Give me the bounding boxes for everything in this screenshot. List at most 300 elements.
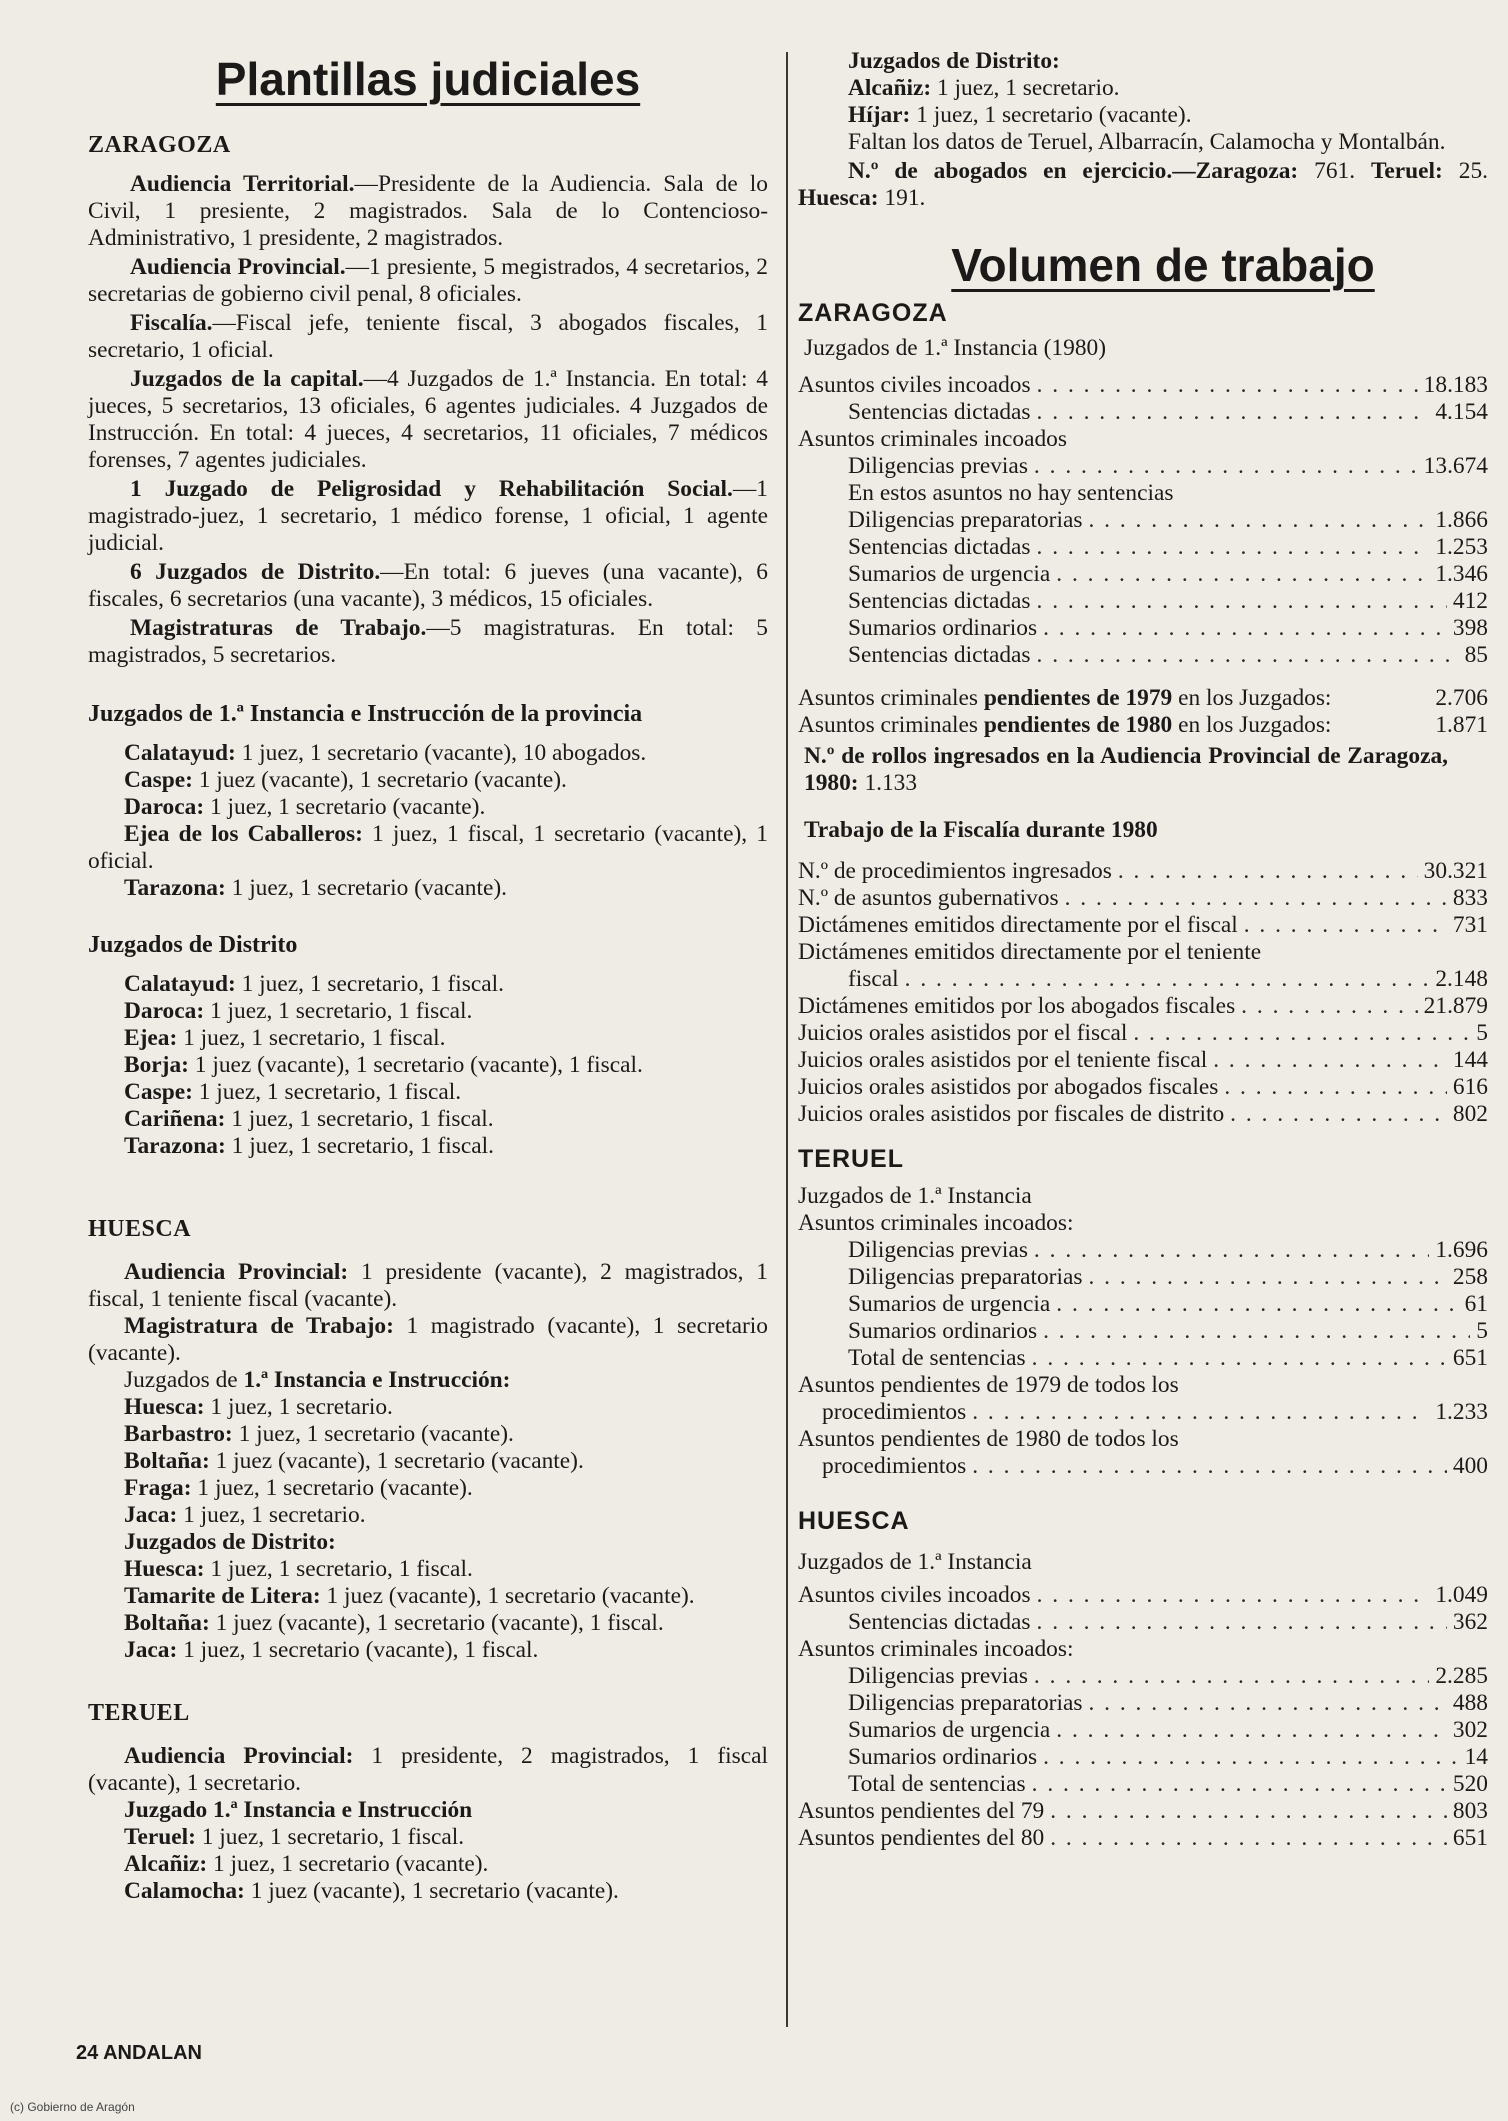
table-row	[798, 1609, 1488, 1636]
list-item	[88, 559, 768, 613]
item-label: Huesca:	[124, 1556, 205, 1582]
rollos-text: N.º de rollos ingresados en la Audiencia Provincial de Zaragoza, 1980: 1.133	[804, 743, 1448, 796]
list-item	[88, 1394, 768, 1421]
row-label: Diligencias previas	[848, 453, 1028, 479]
right-distrito-list	[798, 75, 1488, 129]
table-row	[798, 966, 1488, 993]
list-item	[88, 476, 768, 557]
vol-teruel-table	[798, 1210, 1488, 1480]
item-text: 1 magistrado (vacante), 1 secretario (vacante).	[88, 1313, 768, 1366]
fiscalia-heading: Trabajo de la Fiscalía durante 1980	[804, 817, 1158, 843]
table-row	[798, 858, 1488, 885]
row-label: N.º de asuntos gubernativos	[798, 885, 1059, 911]
list-item	[88, 615, 768, 669]
leader-dots	[1037, 1609, 1447, 1636]
leader-dots	[1230, 1101, 1447, 1128]
table-row	[798, 1663, 1488, 1690]
item-text: 1 juez, 1 secretario (vacante).	[207, 1851, 489, 1877]
page-number: 24	[76, 2042, 99, 2064]
item-label: Boltaña:	[124, 1610, 210, 1636]
row-value: 400	[1452, 1453, 1488, 1479]
item-text: —5 magistraturas. En total: 5 magistrados, 5 secretarios.	[88, 615, 768, 668]
table-row	[798, 939, 1488, 966]
item-label: Cariñena:	[124, 1106, 226, 1132]
list-item	[88, 1824, 768, 1851]
row-label: Asuntos civiles incoados	[798, 1582, 1031, 1608]
list-item	[88, 1583, 768, 1610]
leader-dots	[1241, 993, 1418, 1020]
item-label: Ejea de los Caballeros:	[124, 821, 363, 847]
table-row	[798, 1372, 1488, 1399]
leader-dots	[1032, 1771, 1447, 1798]
row-value: 362	[1452, 1609, 1488, 1635]
row-value: 5	[1476, 1020, 1488, 1046]
leader-dots	[1043, 1318, 1470, 1345]
row-value: 5	[1476, 1318, 1488, 1344]
item-label: Magistraturas de Trabajo.	[130, 615, 427, 641]
row-value: 802	[1452, 1101, 1488, 1127]
table-row	[798, 885, 1488, 912]
table-row	[798, 1237, 1488, 1264]
item-text: —4 Juzgados de 1.ª Instancia. En total: 4 jueces, 5 secretarios, 13 oficiales, 6 agentes judiciales. 4 Juzgados de Instrucción. En total: 4 jueces, 4 secretarios, 11 oficiales, 7 médicos forenses, 7 agentes judiciales.	[88, 366, 768, 473]
fiscalia-table	[798, 858, 1488, 1128]
faltan-datos-text: Faltan los datos de Teruel, Albarracín, Calamocha y Montalbán.	[848, 129, 1446, 155]
leader-dots	[1065, 885, 1447, 912]
table-row	[798, 1798, 1488, 1825]
list-item	[88, 1367, 768, 1394]
table-row	[798, 588, 1488, 615]
item-label: Juzgados de Distrito:	[124, 1529, 336, 1555]
leader-dots	[972, 1399, 1429, 1426]
section-heading-zaragoza: ZARAGOZA	[88, 132, 231, 158]
leader-dots	[1043, 1744, 1459, 1771]
item-label: Juzgado 1.ª Instancia e Instrucción	[124, 1797, 473, 1823]
table-row	[798, 480, 1488, 507]
row-label: Asuntos pendientes del 79	[798, 1798, 1045, 1824]
row-value: 651	[1452, 1825, 1488, 1851]
leader-dots	[1224, 1074, 1447, 1101]
item-text: —1 presiente, 5 megistrados, 4 secretarios, 2 secretarias de gobierno civil penal, 8 oficiales.	[88, 254, 768, 307]
item-label: Calatayud:	[124, 740, 236, 766]
leader-dots	[1118, 858, 1418, 885]
list-item	[88, 310, 768, 364]
row-value: 144	[1452, 1047, 1488, 1073]
vol-heading-huesca: HUESCA	[798, 1507, 910, 1535]
row-label: Sentencias dictadas	[848, 399, 1031, 425]
item-prefix: Juzgados de	[124, 1367, 244, 1393]
list-item	[88, 1025, 768, 1052]
list-item	[88, 1079, 768, 1106]
item-label: Caspe:	[124, 1079, 193, 1105]
item-label: Audiencia Provincial.	[130, 254, 346, 280]
row-value: 651	[1452, 1345, 1488, 1371]
right-distrito-heading: Juzgados de Distrito:	[848, 48, 1060, 74]
row-label: Asuntos civiles incoados	[798, 372, 1031, 398]
abogados-text: N.º de abogados en ejercicio.—Zaragoza: 761. Teruel: 25. Huesca: 191.	[798, 158, 1488, 211]
page-footer	[76, 2040, 202, 2067]
row-label: Sumarios de urgencia	[848, 561, 1051, 587]
magazine-name: ANDALAN	[103, 2042, 202, 2064]
item-text: 1 juez, 1 secretario.	[177, 1502, 366, 1528]
row-label: Juicios orales asistidos por abogados fiscales	[798, 1074, 1219, 1100]
list-item	[88, 1529, 768, 1556]
row-label: Diligencias preparatorias	[848, 1264, 1083, 1290]
list-item	[88, 1421, 768, 1448]
item-text: 1 juez (vacante), 1 secretario (vacante), 1 fiscal.	[209, 1610, 664, 1636]
row-value: 258	[1452, 1264, 1488, 1290]
table-row	[798, 642, 1488, 669]
row-label: Total de sentencias	[848, 1771, 1026, 1797]
row-label: Juicios orales asistidos por fiscales de distrito	[798, 1101, 1225, 1127]
table-row	[798, 1210, 1488, 1237]
section-heading-huesca: HUESCA	[88, 1216, 192, 1242]
table-row	[798, 507, 1488, 534]
row-value: 488	[1452, 1690, 1488, 1716]
list-item	[88, 1637, 768, 1664]
table-row	[798, 1074, 1488, 1101]
list-item	[88, 1797, 768, 1824]
leader-dots	[905, 966, 1430, 993]
row-value: 412	[1452, 588, 1488, 614]
table-row	[798, 453, 1488, 480]
table-row	[798, 1291, 1488, 1318]
row-label: Asuntos criminales incoados	[798, 426, 1067, 452]
vol-teruel-sub: Juzgados de 1.ª Instancia	[798, 1183, 1032, 1209]
row-value: 85	[1464, 642, 1488, 668]
row-value: 14	[1464, 1744, 1488, 1770]
list-item	[88, 1743, 768, 1797]
table-row	[798, 1345, 1488, 1372]
row-label: Asuntos criminales incoados:	[798, 1210, 1074, 1236]
table-row	[798, 1399, 1488, 1426]
list-item	[88, 1475, 768, 1502]
row-label: Total de sentencias	[848, 1345, 1026, 1371]
list-item	[88, 1133, 768, 1160]
vol-huesca-sub: Juzgados de 1.ª Instancia	[798, 1549, 1032, 1575]
row-value: 2.285	[1435, 1663, 1488, 1689]
pendientes-1979-row: Asuntos criminales pendientes de 1979 en los Juzgados: 2.706	[798, 685, 1488, 711]
item-text: 1 juez, 1 secretario (vacante).	[191, 1475, 473, 1501]
row-label: fiscal	[848, 966, 899, 992]
row-label: Dictámenes emitidos por los abogados fiscales	[798, 993, 1236, 1019]
list-item	[88, 1259, 768, 1313]
table-row	[798, 993, 1488, 1020]
leader-dots	[1056, 1717, 1447, 1744]
list-item	[88, 1313, 768, 1367]
row-value: 1.253	[1435, 534, 1488, 560]
leader-dots	[1088, 1264, 1446, 1291]
row-label: Diligencias previas	[848, 1663, 1028, 1689]
item-text: 1 presidente (vacante), 2 magistrados, 1 fiscal, 1 teniente fiscal (vacante).	[88, 1259, 768, 1312]
item-text: 1 juez, 1 secretario.	[931, 75, 1120, 101]
leader-dots	[1056, 1291, 1458, 1318]
vol-zaragoza-table	[798, 372, 1488, 669]
row-value: 1.866	[1435, 507, 1488, 533]
row-value: 1.696	[1435, 1237, 1488, 1263]
row-label: Dictámenes emitidos directamente por el fiscal	[798, 912, 1238, 938]
item-text: 1 juez, 1 fiscal, 1 secretario (vacante), 1 oficial.	[88, 821, 768, 874]
item-label: Ejea:	[124, 1025, 178, 1051]
row-value: 520	[1452, 1771, 1488, 1797]
section-heading-distrito: Juzgados de Distrito	[88, 932, 298, 958]
item-label: Híjar:	[848, 102, 911, 128]
item-text: 1 juez (vacante), 1 secretario (vacante).	[192, 767, 567, 793]
table-row	[798, 399, 1488, 426]
row-label: procedimientos	[822, 1453, 967, 1479]
pendientes-1980-row: Asuntos criminales pendientes de 1980 en los Juzgados: 1.871	[798, 712, 1488, 738]
row-label: Juicios orales asistidos por el fiscal	[798, 1020, 1128, 1046]
item-label: Huesca:	[124, 1394, 205, 1420]
leader-dots	[1037, 588, 1447, 615]
item-label: 6 Juzgados de Distrito.	[130, 559, 381, 585]
item-text: —1 magistrado-juez, 1 secretario, 1 médico forense, 1 oficial, 1 agente judicial.	[88, 476, 768, 556]
item-label: Juzgados de la capital.	[130, 366, 364, 392]
list-item	[88, 1878, 768, 1905]
item-label: Alcañiz:	[848, 75, 932, 101]
list-item	[88, 1448, 768, 1475]
item-label: Teruel:	[124, 1824, 196, 1850]
provincia-list	[88, 740, 768, 902]
vol-zaragoza-sub: Juzgados de 1.ª Instancia (1980)	[804, 335, 1106, 361]
distrito-list	[88, 971, 768, 1160]
table-row	[798, 534, 1488, 561]
table-row	[798, 615, 1488, 642]
leader-dots	[1034, 1663, 1429, 1690]
list-item	[88, 254, 768, 308]
list-item	[88, 171, 768, 252]
item-label: 1.ª Instancia e Instrucción:	[243, 1367, 511, 1393]
list-item	[798, 75, 1488, 102]
leader-dots	[1037, 534, 1430, 561]
row-value: 61	[1464, 1291, 1488, 1317]
list-item	[88, 1502, 768, 1529]
leader-dots	[972, 1453, 1447, 1480]
leader-dots	[1037, 1582, 1430, 1609]
row-label: Sumarios de urgencia	[848, 1291, 1051, 1317]
item-text: 1 juez, 1 secretario, 1 fiscal.	[225, 1106, 494, 1132]
row-value: 803	[1452, 1798, 1488, 1824]
item-text: 1 juez (vacante), 1 secretario (vacante).	[209, 1448, 584, 1474]
row-value: 1.346	[1435, 561, 1488, 587]
item-label: Magistratura de Trabajo:	[124, 1313, 394, 1339]
item-text: 1 juez, 1 secretario.	[204, 1394, 393, 1420]
row-value: 833	[1452, 885, 1488, 911]
row-value: 30.321	[1423, 858, 1488, 884]
row-label: Sumarios de urgencia	[848, 1717, 1051, 1743]
row-value: 13.674	[1423, 453, 1488, 479]
row-value: 1.233	[1435, 1399, 1488, 1425]
row-label: En estos asuntos no hay sentencias	[848, 480, 1174, 506]
item-text: —Presidente de la Audiencia. Sala de lo Civil, 1 presiente, 2 magistrados. Sala de lo Contencioso-Administrativo, 1 presidente, 2 magistrados.	[88, 171, 769, 251]
right-column	[798, 0, 1488, 1852]
table-row	[798, 1318, 1488, 1345]
list-item	[88, 1851, 768, 1878]
item-label: Jaca:	[124, 1637, 178, 1663]
item-label: Calamocha:	[124, 1878, 245, 1904]
item-label: Fiscalía.	[130, 310, 213, 336]
item-label: Jaca:	[124, 1502, 178, 1528]
row-value: 4.154	[1435, 399, 1488, 425]
volumen-title: Volumen de trabajo	[951, 239, 1375, 291]
row-value: 731	[1452, 912, 1488, 938]
table-row	[798, 1047, 1488, 1074]
row-label: Juicios orales asistidos por el teniente fiscal	[798, 1047, 1208, 1073]
leader-dots	[1088, 507, 1429, 534]
row-label: Asuntos pendientes de 1980 de todos los	[798, 1426, 1179, 1452]
item-text: 1 juez (vacante), 1 secretario (vacante), 1 fiscal.	[188, 1052, 643, 1078]
list-item	[88, 1610, 768, 1637]
section-heading-teruel: TERUEL	[88, 1700, 190, 1726]
table-row	[798, 561, 1488, 588]
list-item	[88, 821, 768, 875]
row-label: Sentencias dictadas	[848, 534, 1031, 560]
item-text: 1 juez (vacante), 1 secretario (vacante).	[320, 1583, 695, 1609]
item-label: Barbastro:	[124, 1421, 233, 1447]
item-text: 1 juez, 1 secretario, 1 fiscal.	[204, 1556, 473, 1582]
table-row	[798, 1582, 1488, 1609]
leader-dots	[1043, 615, 1447, 642]
row-label: Diligencias preparatorias	[848, 507, 1083, 533]
leader-dots	[1032, 1345, 1447, 1372]
item-text: 1 juez, 1 secretario (vacante).	[232, 1421, 514, 1447]
item-text: —En total: 6 jueves (una vacante), 6 fiscales, 6 secretarios (una vacante), 3 médicos, 15 oficiales.	[88, 559, 768, 612]
item-label: Audiencia Provincial:	[124, 1743, 354, 1769]
leader-dots	[1037, 642, 1459, 669]
row-label: Sumarios ordinarios	[848, 615, 1038, 641]
item-label: Audiencia Provincial:	[124, 1259, 349, 1285]
list-item	[88, 767, 768, 794]
list-item	[88, 1556, 768, 1583]
row-value: 21.879	[1423, 993, 1488, 1019]
item-text: 1 juez, 1 secretario, 1 fiscal.	[177, 1025, 446, 1051]
table-row	[798, 1717, 1488, 1744]
table-row	[798, 1690, 1488, 1717]
list-item	[88, 1106, 768, 1133]
table-row	[798, 1636, 1488, 1663]
row-value: 302	[1452, 1717, 1488, 1743]
leader-dots	[1056, 561, 1429, 588]
list-item	[88, 366, 768, 474]
column-divider	[786, 52, 788, 2027]
leader-dots	[1213, 1047, 1447, 1074]
item-label: Tarazona:	[124, 875, 226, 901]
row-label: Diligencias previas	[848, 1237, 1028, 1263]
zaragoza-list	[88, 171, 768, 669]
row-label: Diligencias preparatorias	[848, 1690, 1083, 1716]
row-value: 1.049	[1435, 1582, 1488, 1608]
table-row	[798, 1101, 1488, 1128]
vol-heading-zaragoza: ZARAGOZA	[798, 299, 948, 327]
item-text: 1 juez, 1 secretario, 1 fiscal.	[195, 1824, 465, 1850]
leader-dots	[1133, 1020, 1470, 1047]
table-row	[798, 1264, 1488, 1291]
item-label: Borja:	[124, 1052, 189, 1078]
leader-dots	[1034, 453, 1418, 480]
row-value: 616	[1452, 1074, 1488, 1100]
list-item	[798, 102, 1488, 129]
row-label: Sumarios ordinarios	[848, 1744, 1038, 1770]
item-text: 1 juez, 1 secretario (vacante).	[204, 794, 486, 820]
row-label: procedimientos	[822, 1399, 967, 1425]
item-label: Daroca:	[124, 794, 205, 820]
page-title: Plantillas judiciales	[215, 53, 641, 105]
list-item	[88, 971, 768, 998]
row-label: Sumarios ordinarios	[848, 1318, 1038, 1344]
leader-dots	[1050, 1825, 1447, 1852]
leader-dots	[1088, 1690, 1446, 1717]
row-label: Sentencias dictadas	[848, 642, 1031, 668]
copyright-credit: (c) Gobierno de Aragón	[10, 2100, 135, 2114]
table-row	[798, 372, 1488, 399]
table-row	[798, 1453, 1488, 1480]
row-label: Asuntos criminales incoados:	[798, 1636, 1074, 1662]
item-text: 1 juez, 1 secretario, 1 fiscal.	[204, 998, 473, 1024]
vol-heading-teruel: TERUEL	[798, 1145, 904, 1173]
left-column	[88, 0, 768, 1905]
item-text: 1 presidente, 2 magistrados, 1 fiscal (vacante), 1 secretario.	[88, 1743, 768, 1796]
row-label: Sentencias dictadas	[848, 588, 1031, 614]
list-item	[88, 794, 768, 821]
table-row	[798, 1020, 1488, 1047]
leader-dots	[1037, 372, 1418, 399]
row-label: N.º de procedimientos ingresados	[798, 858, 1112, 884]
item-text: 1 juez, 1 secretario (vacante), 1 fiscal.	[177, 1637, 539, 1663]
item-label: Tamarite de Litera:	[124, 1583, 321, 1609]
item-label: Boltaña:	[124, 1448, 210, 1474]
item-text: 1 juez, 1 secretario, 1 fiscal.	[225, 1133, 495, 1159]
item-text: 1 juez, 1 secretario (vacante).	[225, 875, 507, 901]
item-label: Daroca:	[124, 998, 205, 1024]
row-value: 398	[1452, 615, 1488, 641]
item-label: Alcañiz:	[124, 1851, 208, 1877]
table-row	[798, 1744, 1488, 1771]
item-text: 1 juez (vacante), 1 secretario (vacante).	[244, 1878, 619, 1904]
leader-dots	[1034, 1237, 1429, 1264]
item-text: 1 juez, 1 secretario, 1 fiscal.	[235, 971, 505, 997]
leader-dots	[1050, 1798, 1447, 1825]
item-label: Tarazona:	[124, 1133, 226, 1159]
row-value: 18.183	[1423, 372, 1488, 398]
huesca-list	[88, 1259, 768, 1664]
item-label: Fraga:	[124, 1475, 192, 1501]
section-heading-provincia: Juzgados de 1.ª Instancia e Instrucción de la provincia	[88, 701, 643, 727]
leader-dots	[1244, 912, 1447, 939]
table-row	[798, 426, 1488, 453]
list-item	[88, 998, 768, 1025]
item-text: 1 juez, 1 secretario (vacante).	[910, 102, 1192, 128]
item-text: —Fiscal jefe, teniente fiscal, 3 abogados fiscales, 1 secretario, 1 oficial.	[88, 310, 768, 363]
list-item	[88, 1052, 768, 1079]
row-value: 2.148	[1435, 966, 1488, 992]
item-text: 1 juez, 1 secretario, 1 fiscal.	[192, 1079, 462, 1105]
row-label: Asuntos pendientes de 1979 de todos los	[798, 1372, 1179, 1398]
table-row	[798, 1825, 1488, 1852]
table-row	[798, 1426, 1488, 1453]
item-label: Caspe:	[124, 767, 193, 793]
list-item	[88, 875, 768, 902]
leader-dots	[1037, 399, 1430, 426]
item-label: 1 Juzgado de Peligrosidad y Rehabilitación Social.	[130, 476, 733, 502]
table-row	[798, 912, 1488, 939]
item-text: 1 juez, 1 secretario (vacante), 10 abogados.	[235, 740, 647, 766]
row-label: Sentencias dictadas	[848, 1609, 1031, 1635]
item-label: Audiencia Territorial.	[130, 171, 355, 197]
vol-huesca-table	[798, 1582, 1488, 1852]
item-label: Calatayud:	[124, 971, 236, 997]
row-label: Dictámenes emitidos directamente por el teniente	[798, 939, 1262, 965]
teruel-list	[88, 1743, 768, 1905]
row-label: Asuntos pendientes del 80	[798, 1825, 1045, 1851]
